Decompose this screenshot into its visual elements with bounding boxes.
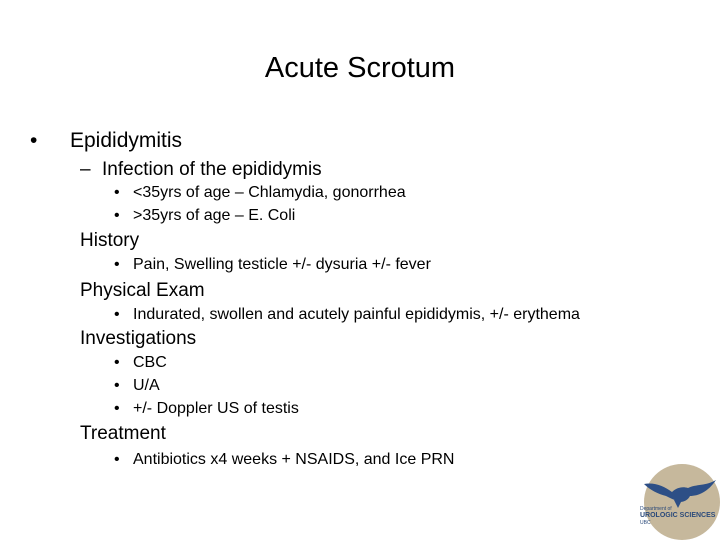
bullet-mark: • (114, 451, 120, 468)
section-heading-treatment: Treatment (80, 423, 166, 444)
cause-text: <35yrs of age – Chlamydia, gonorrhea (133, 184, 406, 201)
physical-exam-text: Indurated, swollen and acutely painful epididymis, +/- erythema (133, 306, 580, 323)
section-heading-investigations: Investigations (80, 328, 197, 349)
investigation-text: CBC (133, 354, 167, 371)
logo-circle-shape (644, 464, 720, 540)
cause-text: >35yrs of age – E. Coli (133, 207, 296, 224)
bullet-mark: • (114, 400, 120, 417)
urologic-sciences-logo (638, 462, 720, 540)
bullet-mark: • (114, 377, 120, 394)
bullet-mark: • (30, 129, 38, 152)
investigation-text: +/- Doppler US of testis (133, 400, 299, 417)
history-item (114, 255, 431, 275)
bullet-mark: • (114, 184, 120, 201)
history-text: Pain, Swelling testicle +/- dysuria +/- fever (133, 256, 431, 273)
logo-line-urologic-sciences: UROLOGIC SCIENCES (640, 512, 716, 519)
physical-exam-item (114, 305, 580, 325)
section-heading-history: History (80, 230, 140, 251)
slide-title: Acute Scrotum (264, 52, 456, 84)
treatment-text: Antibiotics x4 weeks + NSAIDS, and Ice PRN (133, 451, 455, 468)
investigation-text: U/A (133, 377, 160, 394)
bullet-epididymitis (30, 128, 182, 154)
bullet-mark: • (114, 207, 120, 224)
investigation-item (114, 376, 160, 396)
logo-line-department: Department of (640, 506, 672, 512)
definition-text: Infection of the epididymis (102, 159, 322, 180)
bullet-mark: • (114, 354, 120, 371)
investigation-item (114, 399, 299, 419)
dash-mark: – (80, 159, 91, 180)
cause-item (114, 183, 406, 203)
main-point-text: Epididymitis (70, 129, 183, 152)
bullet-mark: • (114, 306, 120, 323)
cause-item (114, 206, 295, 226)
logo-text (640, 506, 720, 526)
subpoint-definition (80, 158, 322, 182)
logo-line-ubc: UBC (640, 520, 651, 526)
section-heading-physical-exam: Physical Exam (80, 280, 205, 301)
investigation-item (114, 353, 167, 373)
bullet-mark: • (114, 256, 120, 273)
treatment-item (114, 450, 454, 470)
